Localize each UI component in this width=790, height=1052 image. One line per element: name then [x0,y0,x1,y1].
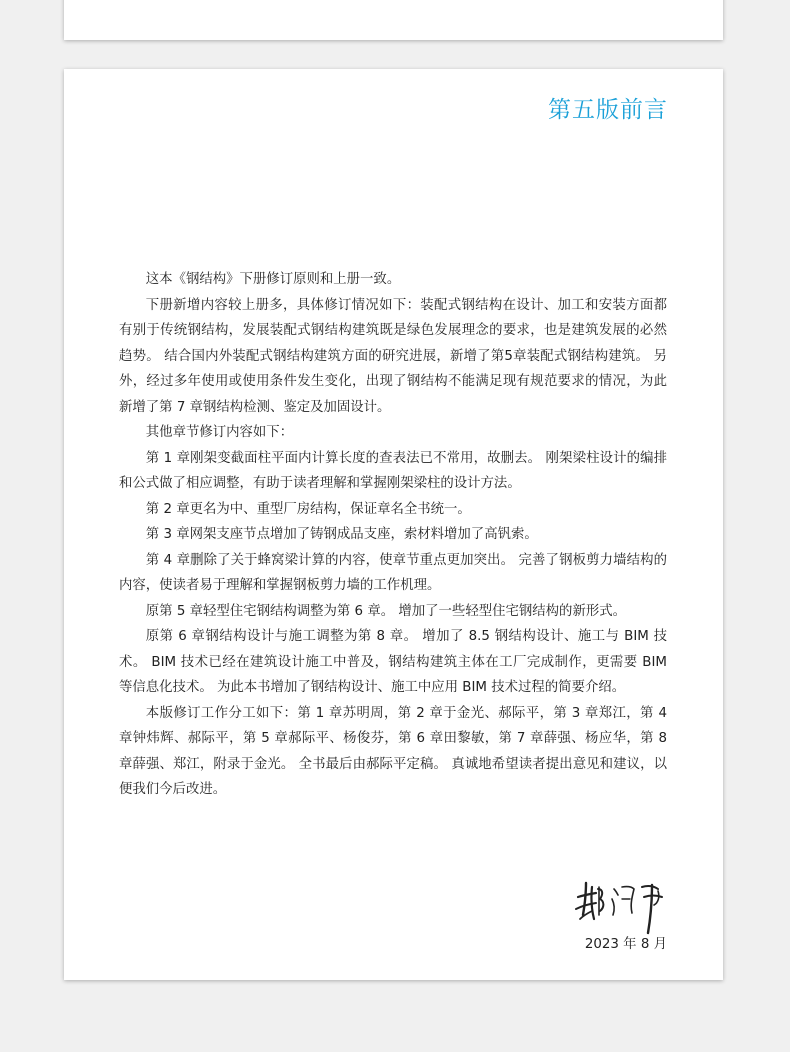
paragraph: 第 1 章刚架变截面柱平面内计算长度的查表法已不常用，故删去。 刚架梁柱设计的编排和公式做了相应调整，有助于读者理解和掌握刚架梁柱的设计方法。 [119,450,667,491]
paragraph: 本版修订工作分工如下：第 1 章苏明周，第 2 章于金光、郝际平，第 3 章郑江，第 4 章钟炜辉、郝际平，第 5 章郝际平、杨俊芬，第 6 章田黎敏，第 7 章薛强、杨应华，第 8 章薛强、郑江，附录于金光。 全书最后由郝际平定稿。 真诚地希望读者提出意见和建议，以便我们今后改进。 [119,705,667,797]
paragraph: 下册新增内容较上册多，具体修订情况如下：装配式钢结构在设计、加工和安装方面都有别于传统钢结构，发展装配式钢结构建筑既是绿色发展理念的要求，也是建筑发展的必然趋势。 结合国内外装配式钢结构建筑方面的研究进展，新增了第5章装配式钢结构建筑。 另外，经过多年使用或使用条件发生变化，出现了钢结构不能满足现有规范要求的情况，为此新增了第 7 章钢结构检测、鉴定及加固设计。 [119,297,667,415]
preface-date: 2023 年 8 月 [584,937,667,952]
paragraph: 第 3 章网架支座节点增加了铸钢成品支座，索材料增加了高钒索。 [145,527,538,542]
page-title: 第五版前言 [548,97,668,123]
paragraph: 其他章节修订内容如下： [145,425,294,440]
handwritten-signature [572,875,672,937]
paragraph: 第 4 章删除了关于蜂窝梁计算的内容，使章节重点更加突出。 完善了钢板剪力墙结构的内容，使读者易于理解和掌握钢板剪力墙的工作机理。 [119,552,667,593]
paragraph: 原第 6 章钢结构设计与施工调整为第 8 章。 增加了 8.5 钢结构设计、施工与 BIM 技术。 BIM 技术已经在建筑设计施工中普及，钢结构建筑主体在工厂完成制作，更需要 BIM 等信息化技术。 为此本书增加了钢结构设计、施工中应用 BIM 技术过程的简要介绍。 [119,629,667,695]
previous-page-edge [64,0,723,40]
paragraph: 原第 5 章轻型住宅钢结构调整为第 6 章。 增加了一些轻型住宅钢结构的新形式。 [145,603,627,619]
preface-page [64,69,723,980]
paragraph: 这本《钢结构》下册修订原则和上册一致。 [145,272,401,287]
preface-body [119,267,667,803]
paragraph: 第 2 章更名为中、重型厂房结构，保证章名全书统一。 [145,501,471,517]
